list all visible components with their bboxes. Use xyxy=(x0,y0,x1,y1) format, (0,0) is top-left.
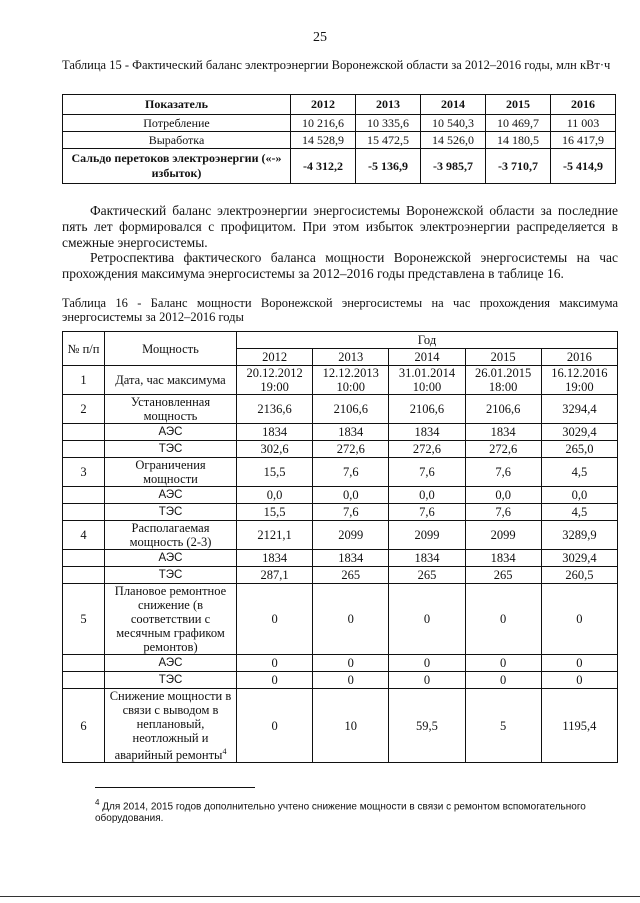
table16-label-text: ТЭС xyxy=(158,506,183,518)
table16-label-cell xyxy=(105,366,237,395)
table16-header-row xyxy=(63,332,618,349)
table16-value-cell: 0 xyxy=(313,655,389,672)
table16-row xyxy=(63,395,618,424)
table16-row xyxy=(63,441,618,458)
footnote-separator xyxy=(95,787,255,788)
table16-label-text: Установленная мощность xyxy=(130,395,211,423)
table16-value-cell: 7,6 xyxy=(313,458,389,487)
table16-label-cell xyxy=(105,655,237,672)
table15-header-cell: 2015 xyxy=(486,95,551,115)
table16-label-text: Располагаемая мощность (2-3) xyxy=(129,521,212,549)
table16-value-cell: 31.01.2014 10:00 xyxy=(389,366,465,395)
table16-label-text: Плановое ремонтное снижение (в соответствии с месячным графиком ремонтов) xyxy=(114,584,227,654)
table16-label-cell xyxy=(105,521,237,550)
table15-cell: 14 526,0 xyxy=(421,132,486,149)
table16-value-cell: 1834 xyxy=(465,550,541,567)
table15-cell: 11 003 xyxy=(551,115,616,132)
table16-value-cell: 7,6 xyxy=(465,458,541,487)
table16-value-cell: 2099 xyxy=(313,521,389,550)
table16-value-cell: 1834 xyxy=(389,424,465,441)
table16-label-text: ТЭС xyxy=(158,569,183,581)
paragraph: Ретроспектива фактического баланса мощности Воронежской энергосистемы на час прохождения максимума энергосистемы за 2012–2016 годы представлена в таблице 16. xyxy=(62,250,618,281)
table16-value-cell: 1834 xyxy=(313,550,389,567)
table16-row xyxy=(63,458,618,487)
table16-value-cell: 0 xyxy=(465,672,541,689)
table16-value-cell: 0 xyxy=(237,655,313,672)
table16-value-cell: 3029,4 xyxy=(541,424,617,441)
table15-cell: 14 180,5 xyxy=(486,132,551,149)
table15-cell: -5 414,9 xyxy=(551,149,616,184)
table15-cell: Сальдо перетоков электроэнергии («-» избыток) xyxy=(63,149,291,184)
table16-row xyxy=(63,424,618,441)
table15-cell: 10 216,6 xyxy=(291,115,356,132)
table16-row xyxy=(63,689,618,763)
table16-num-cell: 6 xyxy=(63,689,105,763)
table16-header-year: Год xyxy=(237,332,618,349)
table16-label-text: ТЭС xyxy=(158,443,183,455)
table16-value-cell: 0,0 xyxy=(237,487,313,504)
table16-row xyxy=(63,366,618,395)
table16-caption: Таблица 16 - Баланс мощности Воронежской энергосистемы на час прохождения максимума энергосистемы за 2012–2016 годы xyxy=(62,296,618,324)
paragraph: Фактический баланс электроэнергии энергосистемы Воронежской области за последние пять лет формировался с профицитом. При этом избыток электроэнергии распределяется в смежные энергосистемы. xyxy=(62,203,618,250)
table16-year-cell: 2014 xyxy=(389,349,465,366)
table16-label-cell xyxy=(105,504,237,521)
footnote xyxy=(95,797,595,825)
footnote-text: Для 2014, 2015 годов дополнительно учтено снижение мощности в связи с ремонтом вспомогательного оборудования. xyxy=(95,801,586,825)
table16-value-cell: 7,6 xyxy=(389,504,465,521)
table15-row xyxy=(63,132,616,149)
table16-value-cell: 272,6 xyxy=(313,441,389,458)
table16-value-cell: 0 xyxy=(313,672,389,689)
table15 xyxy=(62,94,616,184)
table16-label-cell xyxy=(105,395,237,424)
table15-header-cell: 2012 xyxy=(291,95,356,115)
table16-value-cell: 7,6 xyxy=(313,504,389,521)
table16-label-text: Ограничения мощности xyxy=(135,458,206,486)
table16-label-cell xyxy=(105,487,237,504)
table16-num-cell xyxy=(63,672,105,689)
table16-label-text: Снижение мощности в связи с выводом в неплановый, неотложный и аварийный ремонты xyxy=(109,689,232,763)
table16-value-cell: 272,6 xyxy=(389,441,465,458)
table16-value-cell: 4,5 xyxy=(541,458,617,487)
table15-header-row xyxy=(63,95,616,115)
table16-row xyxy=(63,550,618,567)
table16-value-cell: 15,5 xyxy=(237,504,313,521)
table16-row xyxy=(63,504,618,521)
table16-value-cell: 1834 xyxy=(465,424,541,441)
table16-value-cell: 2099 xyxy=(465,521,541,550)
table16-value-cell: 20.12.2012 19:00 xyxy=(237,366,313,395)
table16-label-text: АЭС xyxy=(158,552,183,564)
table16-value-cell: 1834 xyxy=(237,550,313,567)
table16-value-cell: 265 xyxy=(465,567,541,584)
table16-value-cell: 0,0 xyxy=(465,487,541,504)
table15-caption: Таблица 15 - Фактический баланс электроэнергии Воронежской области за 2012–2016 годы, млн кВт·ч xyxy=(62,58,611,72)
table16-label-cell xyxy=(105,567,237,584)
table15-header-cell: 2016 xyxy=(551,95,616,115)
table16-value-cell: 0 xyxy=(313,584,389,655)
table16-value-cell: 12.12.2013 10:00 xyxy=(313,366,389,395)
table16-num-cell xyxy=(63,487,105,504)
table16-label-cell xyxy=(105,550,237,567)
table16-value-cell: 0,0 xyxy=(541,487,617,504)
table16-value-cell: 0,0 xyxy=(313,487,389,504)
table16-row xyxy=(63,655,618,672)
table16-value-cell: 2106,6 xyxy=(313,395,389,424)
table16-year-cell: 2013 xyxy=(313,349,389,366)
table15-cell: Потребление xyxy=(63,115,291,132)
table16-label-text: АЭС xyxy=(158,657,183,669)
table16-year-cell: 2016 xyxy=(541,349,617,366)
table16-value-cell: 265 xyxy=(389,567,465,584)
table16-row xyxy=(63,584,618,655)
table16-label-text: АЭС xyxy=(158,426,183,438)
table16-value-cell: 0 xyxy=(465,655,541,672)
table16-value-cell: 7,6 xyxy=(465,504,541,521)
table15-cell: -3 985,7 xyxy=(421,149,486,184)
table16-value-cell: 265 xyxy=(313,567,389,584)
table16-label-cell xyxy=(105,424,237,441)
table15-row xyxy=(63,149,616,184)
table15-row xyxy=(63,115,616,132)
table16-value-cell: 0 xyxy=(237,689,313,763)
table16-value-cell: 10 xyxy=(313,689,389,763)
table16-header-power: Мощность xyxy=(105,332,237,366)
table16-row xyxy=(63,521,618,550)
table15-cell: 10 540,3 xyxy=(421,115,486,132)
table16-value-cell: 0 xyxy=(465,584,541,655)
table16-value-cell: 0 xyxy=(389,584,465,655)
table16-value-cell: 7,6 xyxy=(389,458,465,487)
table16-year-cell: 2015 xyxy=(465,349,541,366)
table16-value-cell: 3289,9 xyxy=(541,521,617,550)
footnote-mark: 4 xyxy=(95,798,100,807)
table16-value-cell: 2136,6 xyxy=(237,395,313,424)
table16-header-num: № п/п xyxy=(63,332,105,366)
table16-value-cell: 2106,6 xyxy=(389,395,465,424)
table16-value-cell: 0 xyxy=(389,672,465,689)
table16-value-cell: 26.01.2015 18:00 xyxy=(465,366,541,395)
table15-cell: -5 136,9 xyxy=(356,149,421,184)
table15-header-cell: Показатель xyxy=(63,95,291,115)
table16-label-cell xyxy=(105,458,237,487)
table16-num-cell xyxy=(63,441,105,458)
table15-cell: Выработка xyxy=(63,132,291,149)
table16-value-cell: 3294,4 xyxy=(541,395,617,424)
table16-value-cell: 59,5 xyxy=(389,689,465,763)
table16-label-cell xyxy=(105,689,237,763)
table16-value-cell: 2099 xyxy=(389,521,465,550)
table16-row xyxy=(63,487,618,504)
table16-num-cell xyxy=(63,655,105,672)
table15-cell: 15 472,5 xyxy=(356,132,421,149)
table16-num-cell: 3 xyxy=(63,458,105,487)
table16-num-cell xyxy=(63,424,105,441)
table16-num-cell: 1 xyxy=(63,366,105,395)
table16-value-cell: 287,1 xyxy=(237,567,313,584)
table16-value-cell: 1834 xyxy=(389,550,465,567)
table16-row xyxy=(63,567,618,584)
table16-value-cell: 1834 xyxy=(313,424,389,441)
table16-num-cell xyxy=(63,504,105,521)
table15-cell: 16 417,9 xyxy=(551,132,616,149)
table16-row xyxy=(63,672,618,689)
table16-value-cell: 1195,4 xyxy=(541,689,617,763)
table16-value-cell: 4,5 xyxy=(541,504,617,521)
table16-num-cell xyxy=(63,567,105,584)
table16-value-cell: 3029,4 xyxy=(541,550,617,567)
table16-value-cell: 0 xyxy=(541,672,617,689)
table16-value-cell: 0 xyxy=(237,584,313,655)
table16-label-text: ТЭС xyxy=(158,674,183,686)
table16-value-cell: 265,0 xyxy=(541,441,617,458)
table16-value-cell: 0 xyxy=(237,672,313,689)
table15-header-cell: 2013 xyxy=(356,95,421,115)
table16-value-cell: 260,5 xyxy=(541,567,617,584)
table16-value-cell: 2106,6 xyxy=(465,395,541,424)
table16-value-cell: 15,5 xyxy=(237,458,313,487)
table16-value-cell: 16.12.2016 19:00 xyxy=(541,366,617,395)
table15-cell: 14 528,9 xyxy=(291,132,356,149)
table16-num-cell xyxy=(63,550,105,567)
table16 xyxy=(62,331,618,763)
table16-body xyxy=(63,332,618,763)
table15-cell: 10 335,6 xyxy=(356,115,421,132)
table16-value-cell: 5 xyxy=(465,689,541,763)
table16-value-cell: 272,6 xyxy=(465,441,541,458)
table16-num-cell: 5 xyxy=(63,584,105,655)
table16-value-cell: 0 xyxy=(541,655,617,672)
table16-value-cell: 0 xyxy=(389,655,465,672)
table15-cell: -3 710,7 xyxy=(486,149,551,184)
table16-label-cell xyxy=(105,584,237,655)
table16-label-cell xyxy=(105,441,237,458)
table16-value-cell: 2121,1 xyxy=(237,521,313,550)
table16-value-cell: 302,6 xyxy=(237,441,313,458)
table16-num-cell: 4 xyxy=(63,521,105,550)
table16-year-cell: 2012 xyxy=(237,349,313,366)
footnote-ref: 4 xyxy=(222,747,227,756)
table16-num-cell: 2 xyxy=(63,395,105,424)
table15-cell: 10 469,7 xyxy=(486,115,551,132)
table16-value-cell: 0,0 xyxy=(389,487,465,504)
table16-label-cell xyxy=(105,672,237,689)
table16-label-text: Дата, час максимума xyxy=(115,373,226,387)
table16-label-text: АЭС xyxy=(158,489,183,501)
page-bottom-edge xyxy=(0,896,640,897)
page-number: 25 xyxy=(313,30,327,45)
table16-value-cell: 0 xyxy=(541,584,617,655)
table15-header-cell: 2014 xyxy=(421,95,486,115)
table16-value-cell: 1834 xyxy=(237,424,313,441)
table15-cell: -4 312,2 xyxy=(291,149,356,184)
